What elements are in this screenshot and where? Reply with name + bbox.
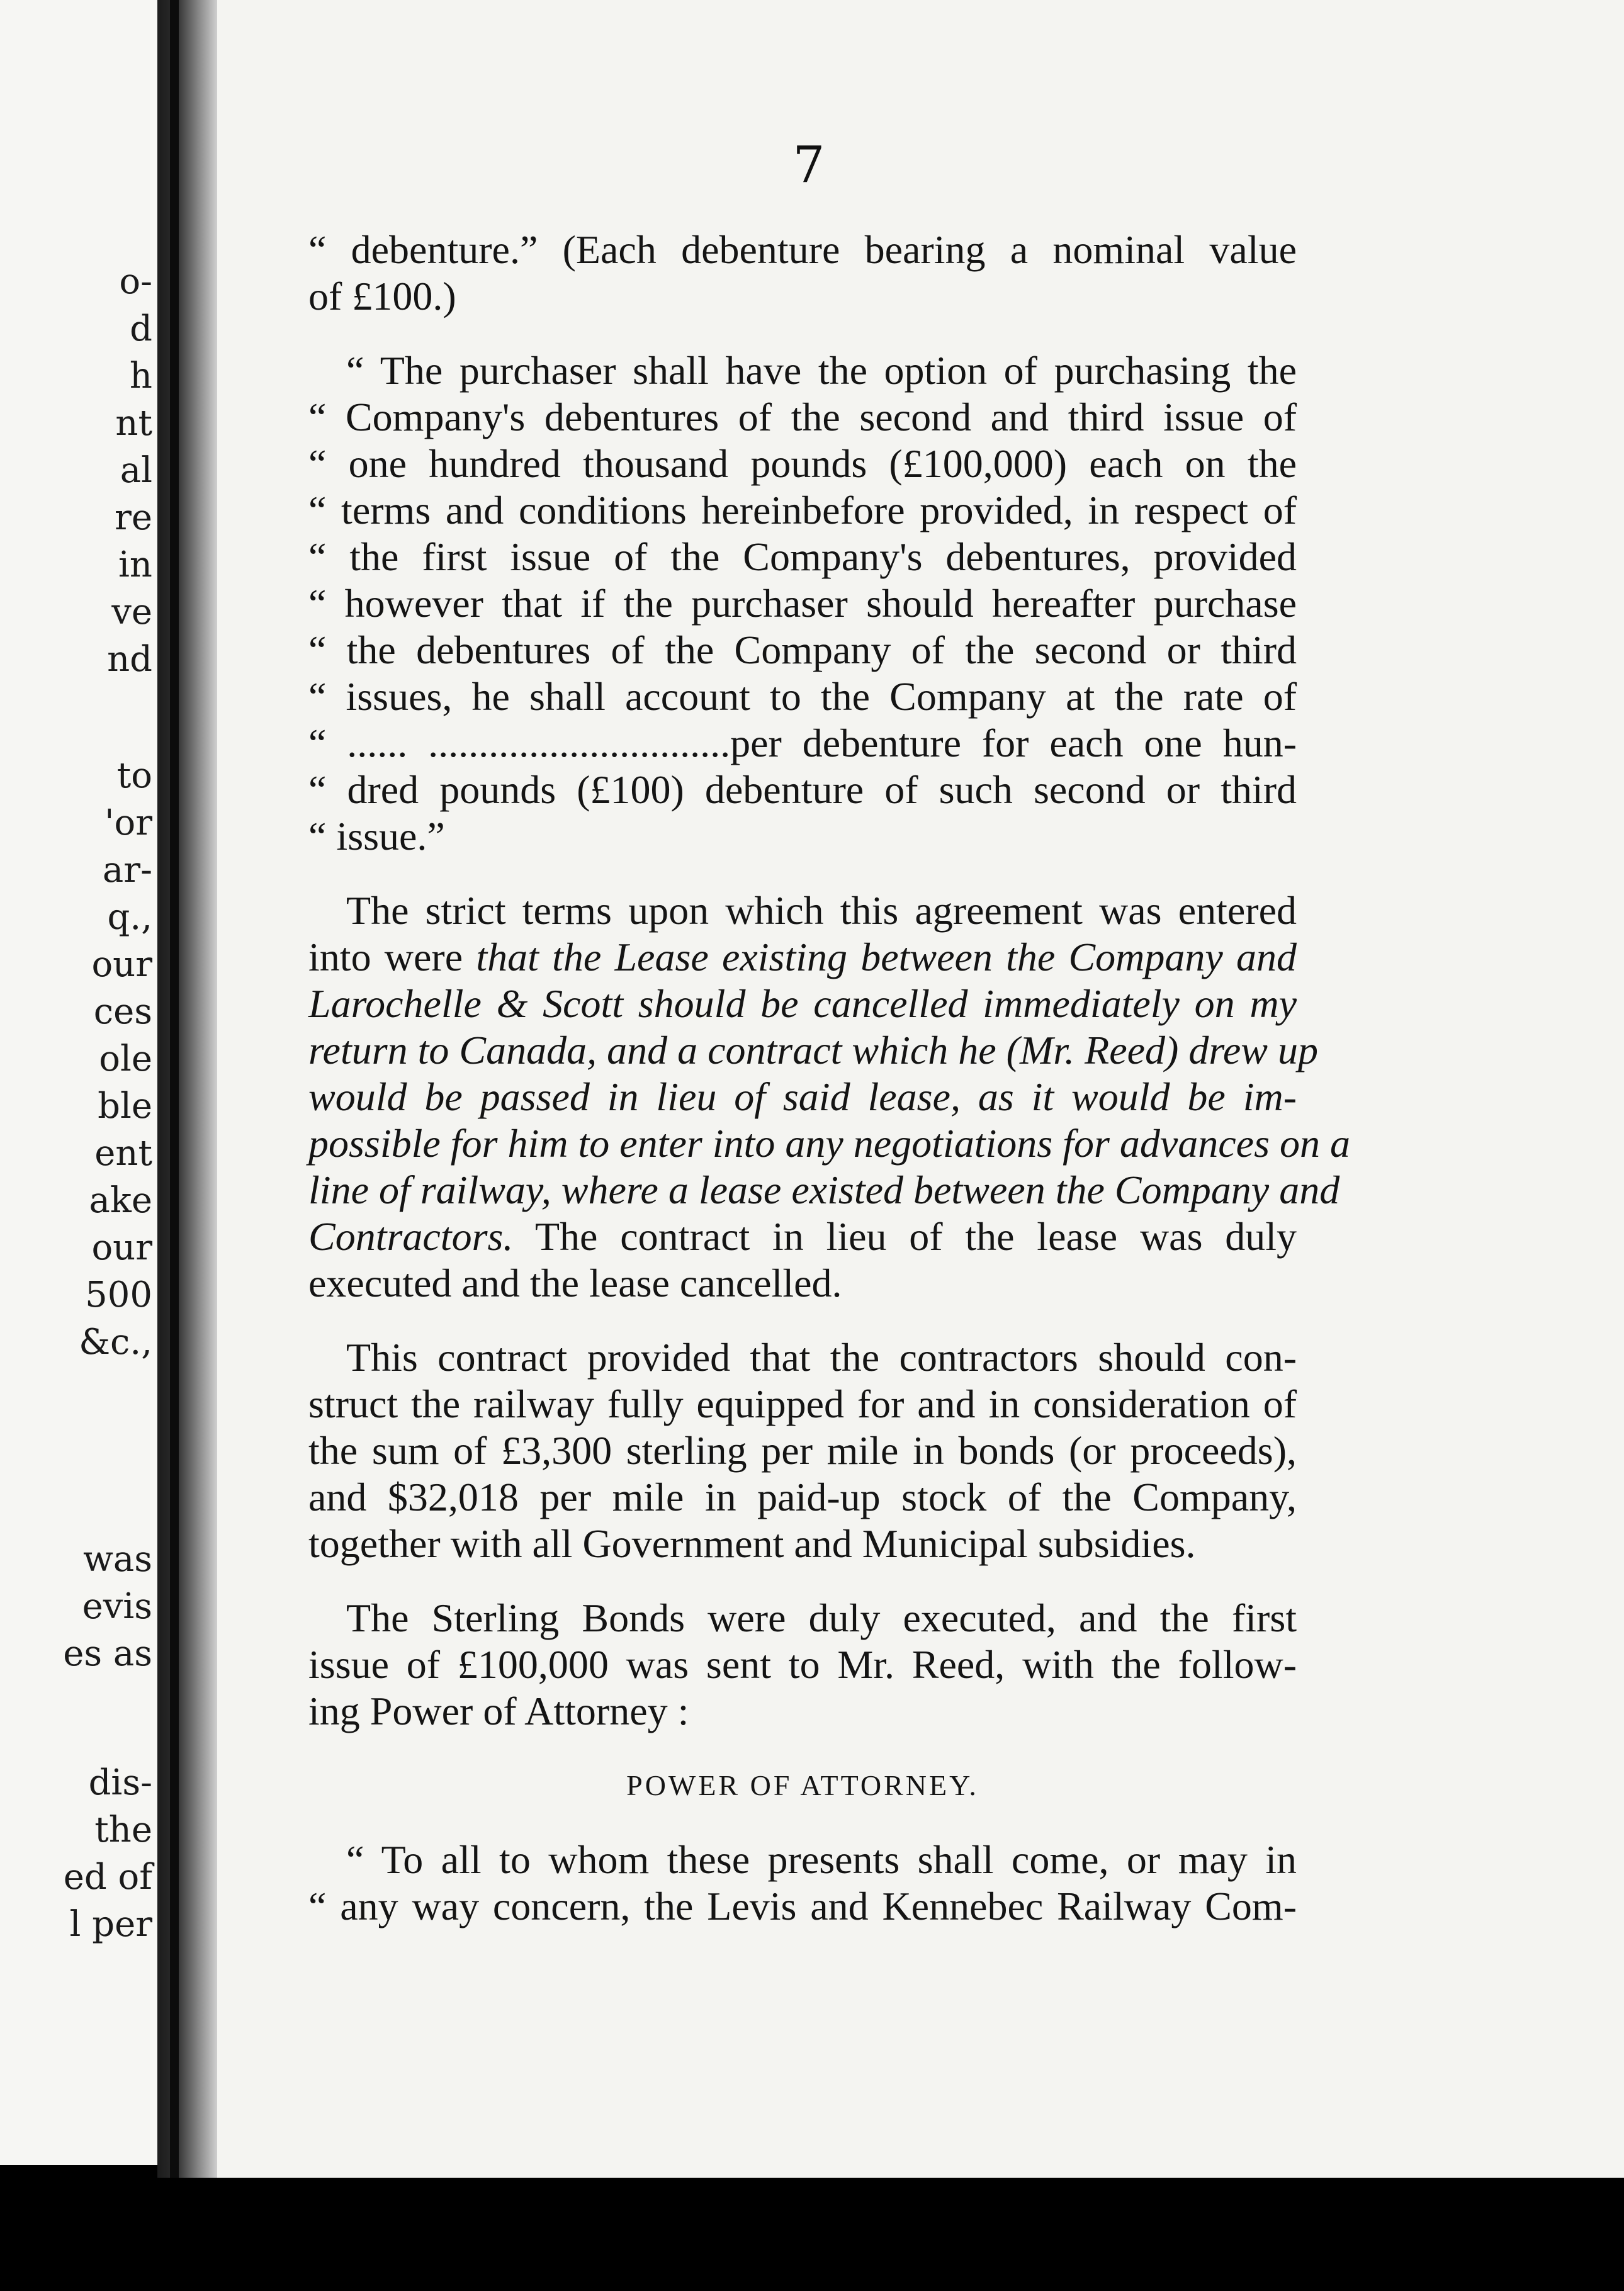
- fragment: l per: [69, 1904, 152, 1945]
- text-line: “ ...... ..............................per debenture for each one hun-: [308, 721, 1297, 765]
- text-line: “ The purchaser shall have the option of purchasing the: [346, 348, 1297, 393]
- italic-run: Contractors.: [308, 1214, 514, 1259]
- text-line: “ the debentures of the Company of the second or third: [308, 628, 1297, 672]
- text-line: “ debenture.” (Each debenture bearing a nominal value: [308, 227, 1297, 272]
- fragment: 'or: [104, 802, 152, 843]
- fragment: q.,: [107, 897, 152, 938]
- facing-page-fragment: [0, 0, 157, 2165]
- text-line: executed and the lease cancelled.: [308, 1261, 842, 1305]
- text-line: “ terms and conditions hereinbefore provided, in respect of: [308, 488, 1297, 532]
- main-page: [217, 0, 1624, 2178]
- page-number: 7: [792, 135, 825, 194]
- text-line: “ To all to whom these presents shall come, or may in: [346, 1837, 1297, 1882]
- body-text: [308, 227, 1350, 1930]
- text-line: “ issue.”: [308, 814, 445, 858]
- plain-run: into were: [308, 935, 476, 979]
- text-line: issue of £100,000 was sent to Mr. Reed, with the follow-: [308, 1642, 1297, 1687]
- binding-gutter: [157, 0, 217, 2190]
- italic-run: that the Lease existing between the Company and: [476, 935, 1297, 979]
- text-line: Larochelle & Scott should be cancelled immediately on my: [308, 981, 1297, 1026]
- fragment: ake: [89, 1180, 152, 1221]
- fragment: the: [94, 1810, 152, 1850]
- text-line: struct the railway fully equipped for and in consideration of: [308, 1382, 1297, 1426]
- text-line: of £100.): [308, 274, 456, 318]
- fragment: to: [116, 755, 152, 796]
- fragment: 500: [85, 1275, 152, 1315]
- section-heading: POWER OF ATTORNEY.: [626, 1769, 979, 1801]
- fragment: re: [115, 497, 152, 538]
- fragment: was: [82, 1539, 152, 1580]
- text-line: This contract provided that the contractors should con-: [346, 1335, 1297, 1380]
- text-line: “ any way concern, the Levis and Kennebec Railway Com-: [308, 1884, 1297, 1928]
- text-line: [308, 1213, 1297, 1260]
- fragment: ed of: [63, 1857, 152, 1898]
- fragment: ole: [99, 1039, 152, 1079]
- fragment: dis-: [88, 1762, 152, 1803]
- text-line: return to Canada, and a contract which he (Mr. Reed) drew up: [308, 1028, 1318, 1072]
- fragment: ces: [93, 991, 152, 1032]
- text-line: The strict terms upon which this agreement was entered: [346, 888, 1297, 933]
- fragment: ble: [98, 1086, 152, 1127]
- text-line: [308, 934, 1297, 981]
- fragment: h: [129, 356, 152, 397]
- text-line: line of railway, where a lease existed between the Company and: [308, 1168, 1340, 1212]
- fragment: &c.,: [79, 1322, 152, 1363]
- fragment: es as: [63, 1633, 152, 1674]
- text-line: ing Power of Attorney :: [308, 1689, 689, 1733]
- text-line: “ dred pounds (£100) debenture of such second or third: [308, 767, 1297, 812]
- fragment: o-: [119, 261, 152, 302]
- fragment: ent: [94, 1133, 152, 1174]
- text-line: “ Company's debentures of the second and third issue of: [308, 395, 1297, 439]
- fragment: our: [91, 1227, 152, 1268]
- fragment: evis: [82, 1586, 152, 1627]
- fragment: in: [118, 544, 152, 585]
- text-line: The Sterling Bonds were duly executed, and the first: [346, 1596, 1297, 1640]
- text-line: “ however that if the purchaser should hereafter purchase: [308, 581, 1297, 626]
- text-line: the sum of £3,300 sterling per mile in bonds (or proceeds),: [308, 1428, 1297, 1473]
- fragment: nd: [107, 639, 152, 680]
- fragment: ar-: [102, 850, 152, 891]
- scan-border: [0, 2178, 1624, 2291]
- plain-run: The contract in lieu of the lease was duly: [513, 1214, 1297, 1259]
- text-line: would be passed in lieu of said lease, as it would be im-: [308, 1074, 1297, 1119]
- fragment: d: [130, 308, 152, 349]
- binding-edge: [170, 0, 179, 2190]
- fragment: ve: [111, 592, 152, 633]
- text-line: “ issues, he shall account to the Company at the rate of: [308, 674, 1297, 719]
- text-line: “ the first issue of the Company's debentures, provided: [308, 534, 1297, 579]
- text-line: possible for him to enter into any negotiations for advances on a: [308, 1121, 1350, 1166]
- text-line: “ one hundred thousand pounds (£100,000) each on the: [308, 441, 1297, 486]
- text-line: and $32,018 per mile in paid-up stock of the Company,: [308, 1475, 1297, 1519]
- fragment: our: [91, 944, 152, 985]
- fragment: nt: [115, 403, 152, 444]
- fragment: al: [120, 450, 152, 491]
- text-line: together with all Government and Municipal subsidies.: [308, 1521, 1196, 1566]
